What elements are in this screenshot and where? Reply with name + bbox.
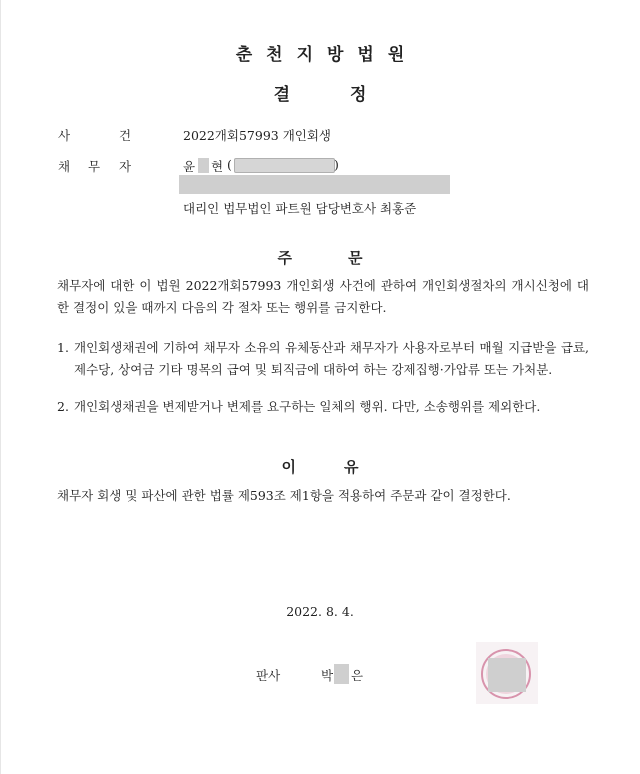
order-title-char-1: 주 bbox=[277, 249, 292, 267]
representative: 대리인 법무법인 파트원 담당변호사 최홍준 bbox=[183, 201, 417, 216]
order-item-number: 2. bbox=[57, 399, 69, 414]
order-item-number: 1. bbox=[57, 340, 69, 355]
order-item-1 bbox=[57, 337, 589, 380]
judge-name-last: 은 bbox=[351, 668, 364, 683]
redaction-block bbox=[234, 158, 335, 173]
reason-title-char-2: 유 bbox=[344, 458, 359, 476]
debtor-name-last: 현 bbox=[211, 159, 224, 174]
document-title bbox=[0, 80, 640, 105]
redaction-block bbox=[334, 664, 349, 684]
debtor-label-char-2: 무 bbox=[88, 159, 101, 174]
order-item-2 bbox=[57, 396, 589, 418]
reason-text: 채무자 회생 및 파산에 관한 법률 제593조 제1항을 적용하여 주문과 같이 결정한다. bbox=[57, 488, 511, 503]
document-title-char-1: 결 bbox=[273, 85, 290, 105]
debtor-paren-close: ) bbox=[334, 157, 339, 172]
debtor-label-char-1: 채 bbox=[58, 159, 71, 174]
debtor-paren-open: ( bbox=[227, 157, 232, 172]
debtor-name bbox=[183, 157, 383, 175]
debtor-label-char-3: 자 bbox=[119, 159, 132, 174]
order-title bbox=[0, 247, 640, 268]
court-seal-stamp bbox=[474, 640, 540, 706]
redaction-block bbox=[198, 158, 209, 173]
order-item-text: 개인회생채권에 기하여 채무자 소유의 유체동산과 채무자가 사용자로부터 매월 지급받을 급료, 제수당, 상여금 기타 명목의 급여 및 퇴직금에 대하여 하는 강제집행·가압류 또는 가처분. bbox=[74, 340, 589, 377]
case-label-char-1: 사 bbox=[58, 128, 71, 143]
seal-redaction bbox=[488, 658, 526, 692]
order-item-text: 개인회생채권을 변제받거나 변제를 요구하는 일체의 행위. 다만, 소송행위를 제외한다. bbox=[74, 399, 541, 414]
court-name: 춘천지방법원 bbox=[235, 45, 419, 65]
redaction-block bbox=[179, 175, 450, 194]
order-title-char-2: 문 bbox=[348, 249, 363, 267]
judge-signature-line bbox=[256, 666, 364, 684]
order-intro: 채무자에 대한 이 법원 2022개회57993 개인회생 사건에 관하여 개인회생절차의 개시신청에 대한 결정이 있을 때까지 다음의 각 절차 또는 행위를 금지한다. bbox=[57, 278, 589, 315]
reason-title bbox=[0, 456, 640, 477]
decision-date: 2022. 8. 4. bbox=[286, 604, 354, 619]
document-title-char-2: 정 bbox=[350, 85, 367, 105]
judge-title: 판사 bbox=[256, 668, 281, 683]
case-label-char-2: 건 bbox=[119, 128, 132, 143]
reason-title-char-1: 이 bbox=[281, 458, 296, 476]
judge-name-first: 박 bbox=[321, 668, 334, 683]
debtor-name-first: 윤 bbox=[183, 159, 196, 174]
case-number: 2022개회57993 개인회생 bbox=[183, 128, 331, 143]
